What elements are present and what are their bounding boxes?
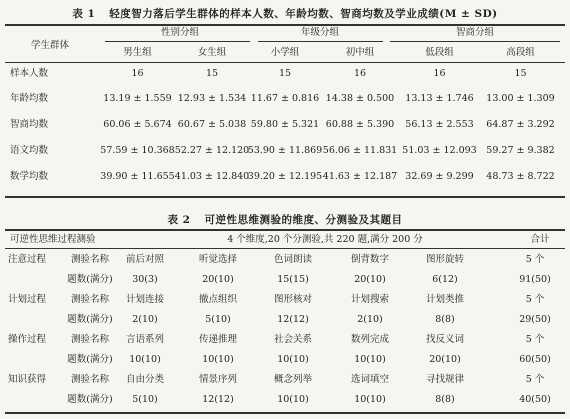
- table2-test-count: 30(3): [132, 274, 158, 285]
- table1-cell: 60.06 ± 5.674: [103, 119, 172, 130]
- table2-test-name: 色词朗读: [273, 254, 312, 265]
- table1-subheader: 小学组: [270, 47, 300, 58]
- table2-test-name: 图形核对: [273, 294, 312, 305]
- table1-caption: [0, 6, 570, 21]
- table1-cell: 39.20 ± 12.195: [247, 171, 323, 182]
- table2-test-count: 5(10): [132, 394, 158, 405]
- table2-names-label: 测验名称: [70, 334, 109, 345]
- table1-header-gender: 性别分组: [160, 27, 199, 38]
- table2-top-rule: [5, 229, 565, 231]
- table1-row-label: 样本人数: [10, 68, 49, 79]
- table1-cell: 16: [353, 68, 367, 79]
- table1-subheader: 男生组: [123, 47, 152, 58]
- table1-cell: 15: [278, 68, 292, 79]
- table2-total-tests: 5 个: [525, 294, 545, 305]
- table2-names-label: 测验名称: [70, 254, 109, 265]
- table1-cell: 12.93 ± 1.534: [177, 93, 247, 104]
- table1-row-label: 年龄均数: [10, 93, 49, 104]
- table2-test-name: 情景序列: [198, 374, 237, 385]
- table1-cell: 39.90 ± 11.655: [100, 171, 175, 182]
- table2-dimension: 计划过程: [8, 294, 47, 305]
- table2-header-rule: [5, 248, 565, 249]
- table2-total-tests: 5 个: [525, 374, 545, 385]
- table1-title: 轻度智力落后学生群体的样本人数、年龄均数、智商均数及学业成绩(M ± SD): [109, 8, 498, 20]
- table2-test-name: 自由分类: [125, 374, 164, 385]
- table1-cell: 13.13 ± 1.746: [405, 93, 474, 104]
- table1-cell: 13.00 ± 1.309: [486, 93, 555, 104]
- table1-cell: 15: [205, 68, 219, 79]
- table1-cell: 13.19 ± 1.559: [103, 93, 172, 104]
- table2-test-name: 传递推理: [198, 334, 237, 345]
- table2-test-name: 数列完成: [350, 334, 389, 345]
- table2-test-name: 图形旋转: [425, 254, 464, 265]
- table1-cell: 60.67 ± 5.038: [177, 119, 247, 130]
- table2-total-count: 60(50): [519, 354, 551, 365]
- table2-names-label: 测验名称: [70, 294, 109, 305]
- table1-group-rule-gender: [105, 41, 250, 42]
- table2-test-count: 10(10): [277, 354, 309, 365]
- table2-header-right: 合计: [530, 234, 550, 245]
- table2-total-count: 91(50): [519, 274, 551, 285]
- table2-bottom-rule: [5, 412, 565, 414]
- table1-cell: 59.27 ± 9.382: [486, 145, 555, 156]
- table1-cell: 51.03 ± 12.093: [402, 145, 477, 156]
- table2-test-name: 倒背数字: [350, 254, 389, 265]
- table1-group-label: 学生群体: [30, 40, 69, 51]
- table1-bottom-rule: [5, 196, 565, 198]
- table2-test-name: 撤点组织: [198, 294, 237, 305]
- table1-subheader: 初中组: [345, 47, 375, 58]
- table2-test-count: 8(8): [435, 394, 455, 405]
- table2-test-count: 20(10): [429, 354, 461, 365]
- table2-test-count: 20(10): [202, 274, 234, 285]
- table1-subheader: 高段组: [506, 47, 535, 58]
- table1-cell: 53.90 ± 11.869: [247, 145, 323, 156]
- table1-cell: 57.59 ± 10.368: [100, 145, 175, 156]
- table1-cell: 60.88 ± 5.390: [325, 119, 395, 130]
- table2-test-count: 5(10): [205, 314, 231, 325]
- table1-cell: 41.03 ± 12.840: [174, 171, 250, 182]
- table2-test-count: 2(10): [132, 314, 158, 325]
- table1-subheader: 女生组: [197, 47, 227, 58]
- table1-cell: 15: [514, 68, 527, 79]
- table2-test-name: 社会关系: [273, 334, 312, 345]
- table2-names-label: 测验名称: [70, 374, 109, 385]
- table2-test-name: 概念列举: [273, 374, 312, 385]
- table2-test-count: 10(10): [354, 394, 386, 405]
- table2-test-count: 10(10): [129, 354, 161, 365]
- table1-top-rule: [5, 24, 565, 26]
- table1-header-rule: [5, 62, 565, 63]
- table1-row-label: 语文均数: [10, 145, 49, 156]
- table1-cell: 56.13 ± 2.553: [405, 119, 474, 130]
- table1-cell: 16: [131, 68, 144, 79]
- table2-counts-label: 题数(满分): [67, 354, 113, 365]
- table2-total-count: 40(50): [519, 394, 551, 405]
- table1-group-rule-iq: [390, 41, 560, 42]
- table1-group-rule-grade: [258, 41, 383, 42]
- table2-test-name: 前后对照: [125, 254, 164, 265]
- table1-cell: 56.06 ± 11.831: [322, 145, 398, 156]
- table1-cell: 64.87 ± 3.292: [486, 119, 555, 130]
- table2-dimension: 注意过程: [8, 254, 47, 265]
- table2-title: 可逆性思维测验的维度、分测验及其题目: [204, 214, 403, 226]
- table2-counts-label: 题数(满分): [67, 274, 113, 285]
- table2-test-count: 2(10): [357, 314, 383, 325]
- table2-test-name: 计划类推: [425, 294, 464, 305]
- table2-test-count: 20(10): [354, 274, 386, 285]
- table1-row-label: 数学均数: [10, 171, 49, 182]
- table1-cell: 41.63 ± 12.187: [322, 171, 398, 182]
- table2-test-name: 计划搜索: [350, 294, 389, 305]
- table1-cell: 32.69 ± 9.299: [405, 171, 474, 182]
- table2-header-left: 可逆性思维过程测验: [10, 234, 96, 245]
- table2-test-name: 听觉选择: [198, 254, 237, 265]
- table1-row-label: 智商均数: [10, 119, 49, 130]
- table1-cell: 16: [433, 68, 446, 79]
- table2-dimension: 知识获得: [8, 374, 47, 385]
- table2-test-count: 10(10): [202, 354, 234, 365]
- table2-header-middle: 4 个维度,20 个分测验,共 220 题,满分 200 分: [227, 234, 423, 245]
- table2-dimension: 操作过程: [8, 334, 47, 345]
- table1-subheader: 低段组: [425, 47, 454, 58]
- table2-test-name: 寻找规律: [425, 374, 464, 385]
- table2-test-count: 10(10): [277, 394, 309, 405]
- table1-header-grade: 年级分组: [300, 27, 339, 38]
- table2-counts-label: 题数(满分): [67, 394, 113, 405]
- table2-test-count: 8(8): [435, 314, 455, 325]
- table1-header-iq: 智商分组: [455, 27, 494, 38]
- table2-test-name: 计划连接: [125, 294, 164, 305]
- table2-test-count: 15(15): [277, 274, 309, 285]
- table2-counts-label: 题数(满分): [67, 314, 113, 325]
- table2-total-tests: 5 个: [525, 254, 545, 265]
- table1-cell: 11.67 ± 0.816: [250, 93, 320, 104]
- table2-total-count: 29(50): [519, 314, 551, 325]
- table1-cell: 48.73 ± 8.722: [486, 171, 555, 182]
- table2-test-count: 10(10): [354, 354, 386, 365]
- table2-test-name: 找反义词: [425, 334, 464, 345]
- table1-cell: 14.38 ± 0.500: [325, 93, 395, 104]
- table2-total-tests: 5 个: [525, 334, 545, 345]
- table2-test-name: 选词填空: [350, 374, 389, 385]
- table2-test-count: 6(12): [432, 274, 458, 285]
- table2-test-name: 言语系列: [125, 334, 164, 345]
- table1-number: 表 1: [72, 8, 96, 20]
- table1-cell: 59.80 ± 5.321: [250, 119, 320, 130]
- table2-number: 表 2: [167, 214, 191, 226]
- table1-cell: 52.27 ± 12.120: [174, 145, 250, 156]
- table2-test-count: 12(12): [202, 394, 234, 405]
- table2-caption: [0, 212, 570, 227]
- table2-test-count: 12(12): [277, 314, 309, 325]
